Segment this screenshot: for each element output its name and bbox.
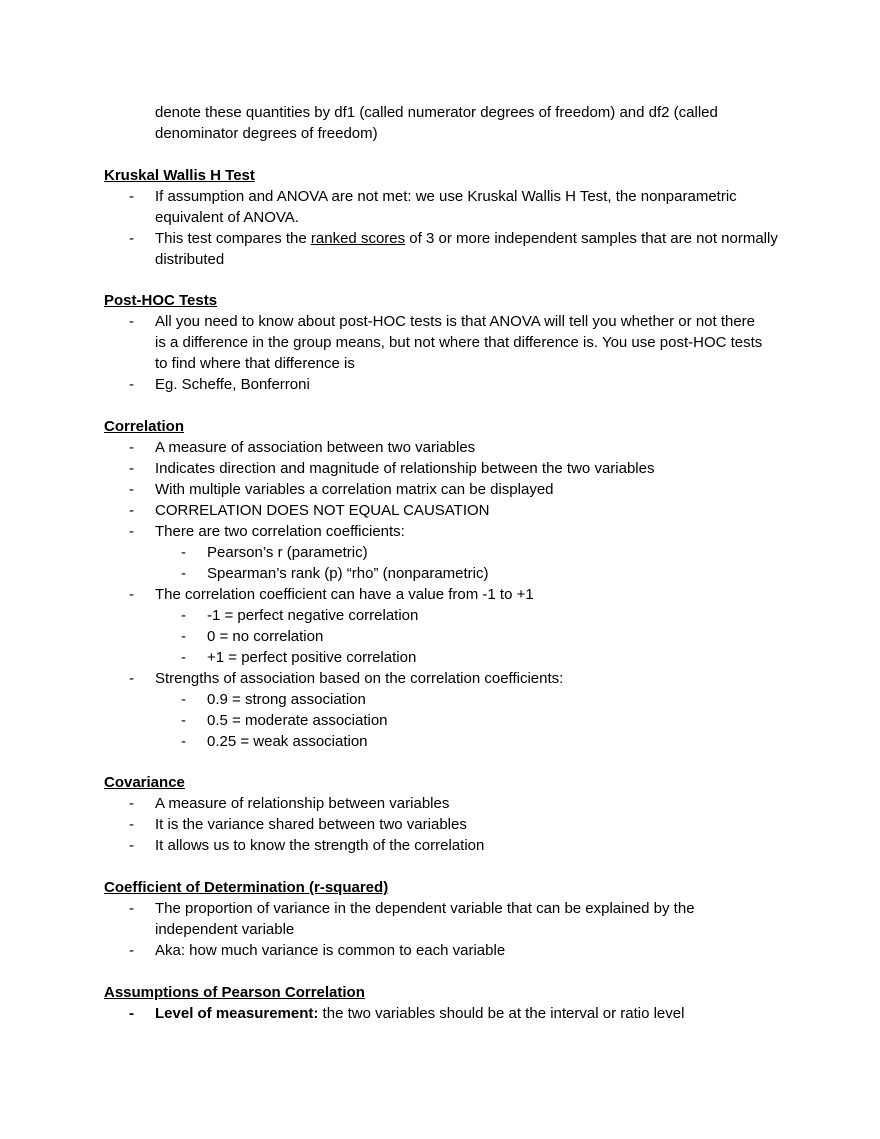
- bullet-text: The correlation coefficient can have a value from -1 to +1: [155, 586, 534, 603]
- bullet-dash: -: [181, 607, 186, 624]
- bullet-dash: -: [181, 565, 186, 582]
- bullet-text: Strengths of association based on the correlation coefficients:: [155, 670, 564, 687]
- bullet-dash: -: [129, 816, 134, 833]
- kruskal-heading: Kruskal Wallis H Test: [104, 167, 255, 184]
- bullet-dash: -: [129, 837, 134, 854]
- text-segment: This test compares the: [155, 230, 311, 247]
- bullet-dash: -: [129, 230, 134, 247]
- bullet-text: There are two correlation coefficients:: [155, 523, 405, 540]
- assumptions-heading: Assumptions of Pearson Correlation: [104, 984, 365, 1001]
- bullet-text: [155, 1003, 785, 1024]
- bullet-text: 0.9 = strong association: [207, 691, 366, 708]
- bullet-dash: -: [181, 712, 186, 729]
- bullet-dash: -: [129, 670, 134, 687]
- correlation-heading: Correlation: [104, 418, 185, 435]
- bullet-text: A measure of relationship between variables: [155, 795, 450, 812]
- bullet-text: 0.25 = weak association: [207, 733, 368, 750]
- intro-line-1: denote these quantities by df1 (called numerator degrees of freedom) and df2 (called: [155, 104, 718, 121]
- bullet-dash: -: [129, 188, 134, 205]
- bullet-text: [155, 228, 785, 270]
- bullet-dash: -: [129, 439, 134, 456]
- bullet-dash: -: [129, 1005, 134, 1022]
- determination-heading: Coefficient of Determination (r-squared): [104, 879, 389, 896]
- bullet-text: All you need to know about post-HOC tests is that ANOVA will tell you whether or not there is a difference in the group means, but not where that difference is. You use post-HOC tests to find where that difference is: [155, 313, 763, 372]
- bullet-text: CORRELATION DOES NOT EQUAL CAUSATION: [155, 502, 490, 519]
- posthoc-heading: Post-HOC Tests: [104, 292, 218, 309]
- bullet-text: Pearson’s r (parametric): [207, 544, 368, 561]
- bullet-dash: -: [129, 481, 134, 498]
- bullet-text: Aka: how much variance is common to each variable: [155, 942, 506, 959]
- bullet-text: The proportion of variance in the dependent variable that can be explained by the independent variable: [155, 900, 695, 938]
- bullet-text: +1 = perfect positive correlation: [207, 649, 417, 666]
- bullet-dash: -: [129, 900, 134, 917]
- text-segment: the two variables should be at the interval or ratio level: [318, 1005, 685, 1022]
- bullet-dash: -: [129, 460, 134, 477]
- bullet-dash: -: [181, 628, 186, 645]
- bullet-text: Indicates direction and magnitude of relationship between the two variables: [155, 460, 655, 477]
- bullet-dash: -: [129, 313, 134, 330]
- underlined-term: ranked scores: [310, 230, 406, 247]
- bullet-dash: -: [129, 523, 134, 540]
- bold-term: Level of measurement:: [155, 1005, 319, 1022]
- bullet-dash: -: [181, 544, 186, 561]
- bullet-text: If assumption and ANOVA are not met: we use Kruskal Wallis H Test, the nonparametric equivalent of ANOVA.: [155, 188, 737, 226]
- bullet-dash: -: [129, 502, 134, 519]
- bullet-dash: -: [129, 942, 134, 959]
- bullet-text: Spearman’s rank (p) “rho” (nonparametric): [207, 565, 489, 582]
- bullet-text: 0.5 = moderate association: [207, 712, 388, 729]
- bullet-text: A measure of association between two variables: [155, 439, 476, 456]
- text-segment: of 3 or more independent samples that are not normally distributed: [155, 230, 778, 268]
- bullet-text: Eg. Scheffe, Bonferroni: [155, 376, 310, 393]
- bullet-text: It allows us to know the strength of the correlation: [155, 837, 485, 854]
- covariance-heading: Covariance: [104, 774, 185, 791]
- bullet-dash: -: [129, 795, 134, 812]
- bullet-dash: -: [129, 586, 134, 603]
- bullet-text: -1 = perfect negative correlation: [207, 607, 419, 624]
- bullet-dash: -: [181, 691, 186, 708]
- bullet-text: 0 = no correlation: [207, 628, 324, 645]
- bullet-dash: -: [181, 649, 186, 666]
- bullet-dash: -: [129, 376, 134, 393]
- intro-line-2: denominator degrees of freedom): [155, 125, 378, 142]
- bullet-dash: -: [181, 733, 186, 750]
- bullet-text: With multiple variables a correlation matrix can be displayed: [155, 481, 554, 498]
- bullet-text: It is the variance shared between two variables: [155, 816, 467, 833]
